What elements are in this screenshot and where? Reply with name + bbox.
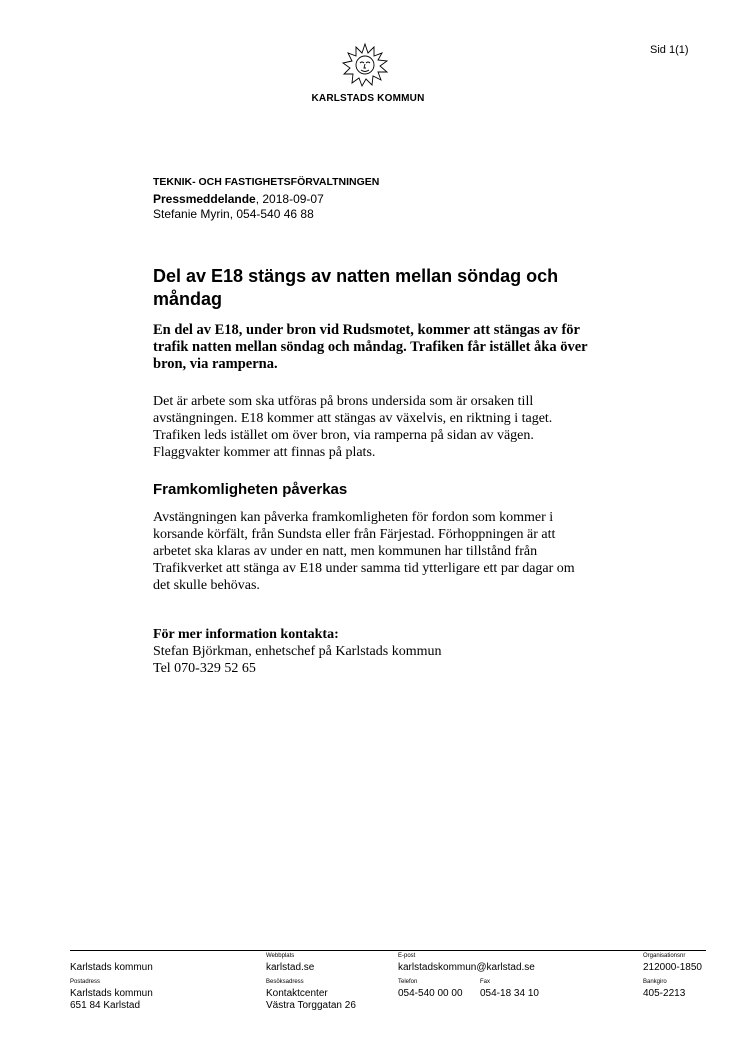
text-line: En del av E18, under bron vid Rudsmotet, kommer att stängas av för: [153, 322, 580, 338]
text-line: trafik natten mellan söndag och måndag. Trafiken får istället åka över: [153, 339, 588, 355]
footer-postal-line: Karlstads kommun: [70, 988, 153, 999]
footer-org-name: Karlstads kommun: [70, 962, 153, 973]
footer-orgnr-label: Organisationsnr: [643, 953, 686, 959]
info-contact-name: Stefan Björkman, enhetschef på Karlstads kommun: [153, 644, 442, 659]
footer-web-label: Webbplats: [266, 953, 295, 959]
text-line: avstängningen. E18 kommer att stängas av växelvis, en riktning i taget.: [153, 411, 553, 426]
text-line: Trafikverket att stänga av E18 under samma tid ytterligare ett par dagar om: [153, 561, 575, 576]
press-label: Pressmeddelande: [153, 192, 256, 206]
footer-bank-value: 405-2213: [643, 988, 686, 999]
footer-phone-value: 054-540 00 00: [398, 988, 463, 999]
text-line: arbetet ska klaras av under en natt, men kommunen har tillstånd från: [153, 544, 538, 559]
info-label: För mer information kontakta:: [153, 627, 339, 642]
info-contact-phone: Tel 070-329 52 65: [153, 661, 256, 676]
text-line: det skulle behövas.: [153, 578, 260, 593]
press-line: [153, 192, 324, 206]
footer-web-link[interactable]: karlstad.se: [266, 962, 315, 973]
org-name: KARLSTADS KOMMUN: [311, 93, 425, 104]
subheading: Framkomligheten påverkas: [153, 481, 348, 498]
text-line: Avstängningen kan påverka framkomligheten för fordon som kommer i: [153, 510, 554, 525]
body-paragraph-1: [153, 393, 623, 461]
headline-line: Del av E18 stängs av natten mellan söndag och: [153, 266, 559, 286]
footer-divider: [70, 950, 706, 951]
lead-paragraph: [153, 322, 623, 373]
text-line: Det är arbete som ska utföras på brons undersida som är orsaken till: [153, 394, 534, 409]
body-paragraph-2: [153, 509, 623, 594]
headline: [153, 265, 633, 311]
footer-postal-label: Postadress: [70, 979, 101, 985]
footer-email-link[interactable]: karlstadskommun@karlstad.se: [398, 962, 535, 973]
text-line: Trafiken leds istället om över bron, via ramperna på sidan av vägen.: [153, 428, 534, 443]
press-date: , 2018-09-07: [255, 192, 324, 206]
footer-email-label: E-post: [398, 953, 416, 959]
footer-fax-value: 054-18 34 10: [480, 988, 539, 999]
footer-postal-line: 651 84 Karlstad: [70, 1000, 141, 1011]
contact-person: Stefanie Myrin, 054-540 46 88: [153, 207, 314, 221]
footer-fax-label: Fax: [480, 979, 491, 985]
footer-visit-label: Besöksadress: [266, 979, 304, 985]
text-line: Flaggvakter kommer att finnas på plats.: [153, 445, 376, 460]
footer-visit-line: Västra Torggatan 26: [266, 1000, 356, 1011]
page-number: Sid 1(1): [650, 44, 689, 56]
footer-bank-label: Bankgiro: [643, 979, 667, 985]
footer-phone-label: Telefon: [398, 979, 418, 985]
headline-line: måndag: [153, 289, 223, 309]
text-line: bron, via ramperna.: [153, 356, 278, 372]
sun-logo-icon: [337, 42, 393, 88]
footer-visit-line: Kontaktcenter: [266, 988, 328, 999]
department-heading: TEKNIK- OCH FASTIGHETSFÖRVALTNINGEN: [153, 176, 380, 188]
footer-orgnr-value: 212000-1850: [643, 962, 702, 973]
text-line: korsande körfält, från Sundsta eller från Färjestad. Förhoppningen är att: [153, 527, 556, 542]
